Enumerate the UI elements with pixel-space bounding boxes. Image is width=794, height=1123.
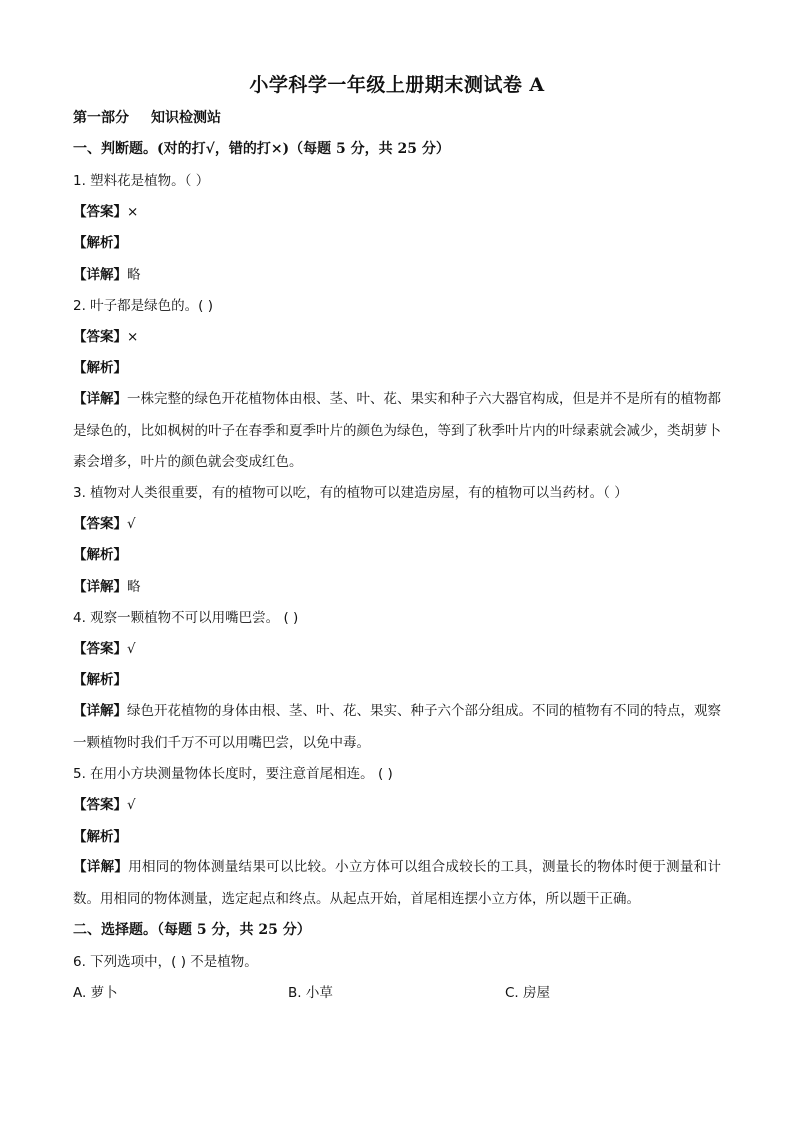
question-2-analysis-label: 【解析】 [73, 360, 127, 376]
detail-text: 用相同的物体测量结果可以比较。小立方体可以组合成较长的工具，测量长的物体时便于测量和计数。用相同的物体测量，选定起点和终点。从起点开始，首尾相连摆小立方体，所以题干正确。 [73, 859, 722, 907]
question-3-answer [73, 514, 723, 534]
question-4-analysis-label: 【解析】 [73, 672, 127, 688]
detail-label: 【详解】 [73, 391, 127, 407]
detail-label: 【详解】 [73, 267, 127, 283]
detail-text: 略 [127, 579, 141, 595]
question-6-option-a: A. 萝卜 [73, 985, 118, 1001]
question-5-stem: 5. 在用小方块测量物体长度时，要注意首尾相连。 ( ) [73, 766, 393, 782]
question-5-answer [73, 795, 723, 815]
question-4-detail [73, 696, 721, 759]
question-6-option-c: C. 房屋 [505, 985, 551, 1001]
answer-label: 【答案】 [73, 204, 127, 220]
question-1-detail [73, 265, 723, 285]
answer-value: √ [127, 797, 136, 813]
detail-text: 略 [127, 267, 141, 283]
question-3-stem: 3. 植物对人类很重要，有的植物可以吃，有的植物可以建造房屋，有的植物可以当药材。（ ） [73, 485, 628, 501]
question-5-detail [73, 852, 721, 915]
question-2-detail [73, 384, 721, 479]
section2-heading: 二、选择题。（每题 5 分，共 25 分） [73, 922, 311, 938]
question-1-answer [73, 202, 723, 222]
question-1-stem: 1. 塑料花是植物。（ ） [73, 173, 210, 189]
answer-label: 【答案】 [73, 641, 127, 657]
part-label: 第一部分 [73, 110, 129, 126]
detail-text: 一株完整的绿色开花植物体由根、茎、叶、花、果实和种子六大器官构成，但是并不是所有的植物都是绿色的，比如枫树的叶子在春季和夏季叶片的颜色为绿色，等到了秋季叶片内的叶绿素就会减少，类胡萝卜素会增多，叶片的颜色就会变成红色。 [73, 391, 721, 470]
answer-label: 【答案】 [73, 797, 127, 813]
question-6-option-b: B. 小草 [288, 985, 333, 1001]
detail-label: 【详解】 [73, 859, 129, 875]
question-3-analysis-label: 【解析】 [73, 547, 127, 563]
question-2-stem: 2. 叶子都是绿色的。( ) [73, 298, 213, 314]
answer-value: √ [127, 516, 136, 532]
answer-value: × [127, 329, 139, 345]
detail-label: 【详解】 [73, 579, 127, 595]
question-4-answer [73, 639, 723, 659]
detail-label: 【详解】 [73, 703, 127, 719]
question-2-answer [73, 327, 723, 347]
question-5-analysis-label: 【解析】 [73, 829, 127, 845]
answer-label: 【答案】 [73, 329, 127, 345]
detail-text: 绿色开花植物的身体由根、茎、叶、花、果实、种子六个部分组成。不同的植物有不同的特点，观察一颗植物时我们千万不可以用嘴巴尝，以免中毒。 [73, 703, 721, 751]
part-heading [73, 108, 723, 128]
part-name: 知识检测站 [151, 110, 221, 126]
answer-value: × [127, 204, 139, 220]
question-1-analysis-label: 【解析】 [73, 235, 127, 251]
page-title: 小学科学一年级上册期末测试卷 A [249, 74, 545, 96]
question-4-stem: 4. 观察一颗植物不可以用嘴巴尝。 ( ) [73, 610, 299, 626]
question-3-detail [73, 577, 723, 597]
answer-label: 【答案】 [73, 516, 127, 532]
section1-heading: 一、判断题。(对的打√，错的打×)（每题 5 分，共 25 分） [73, 141, 450, 157]
question-6-stem: 6. 下列选项中，( ) 不是植物。 [73, 954, 258, 970]
answer-value: √ [127, 641, 136, 657]
